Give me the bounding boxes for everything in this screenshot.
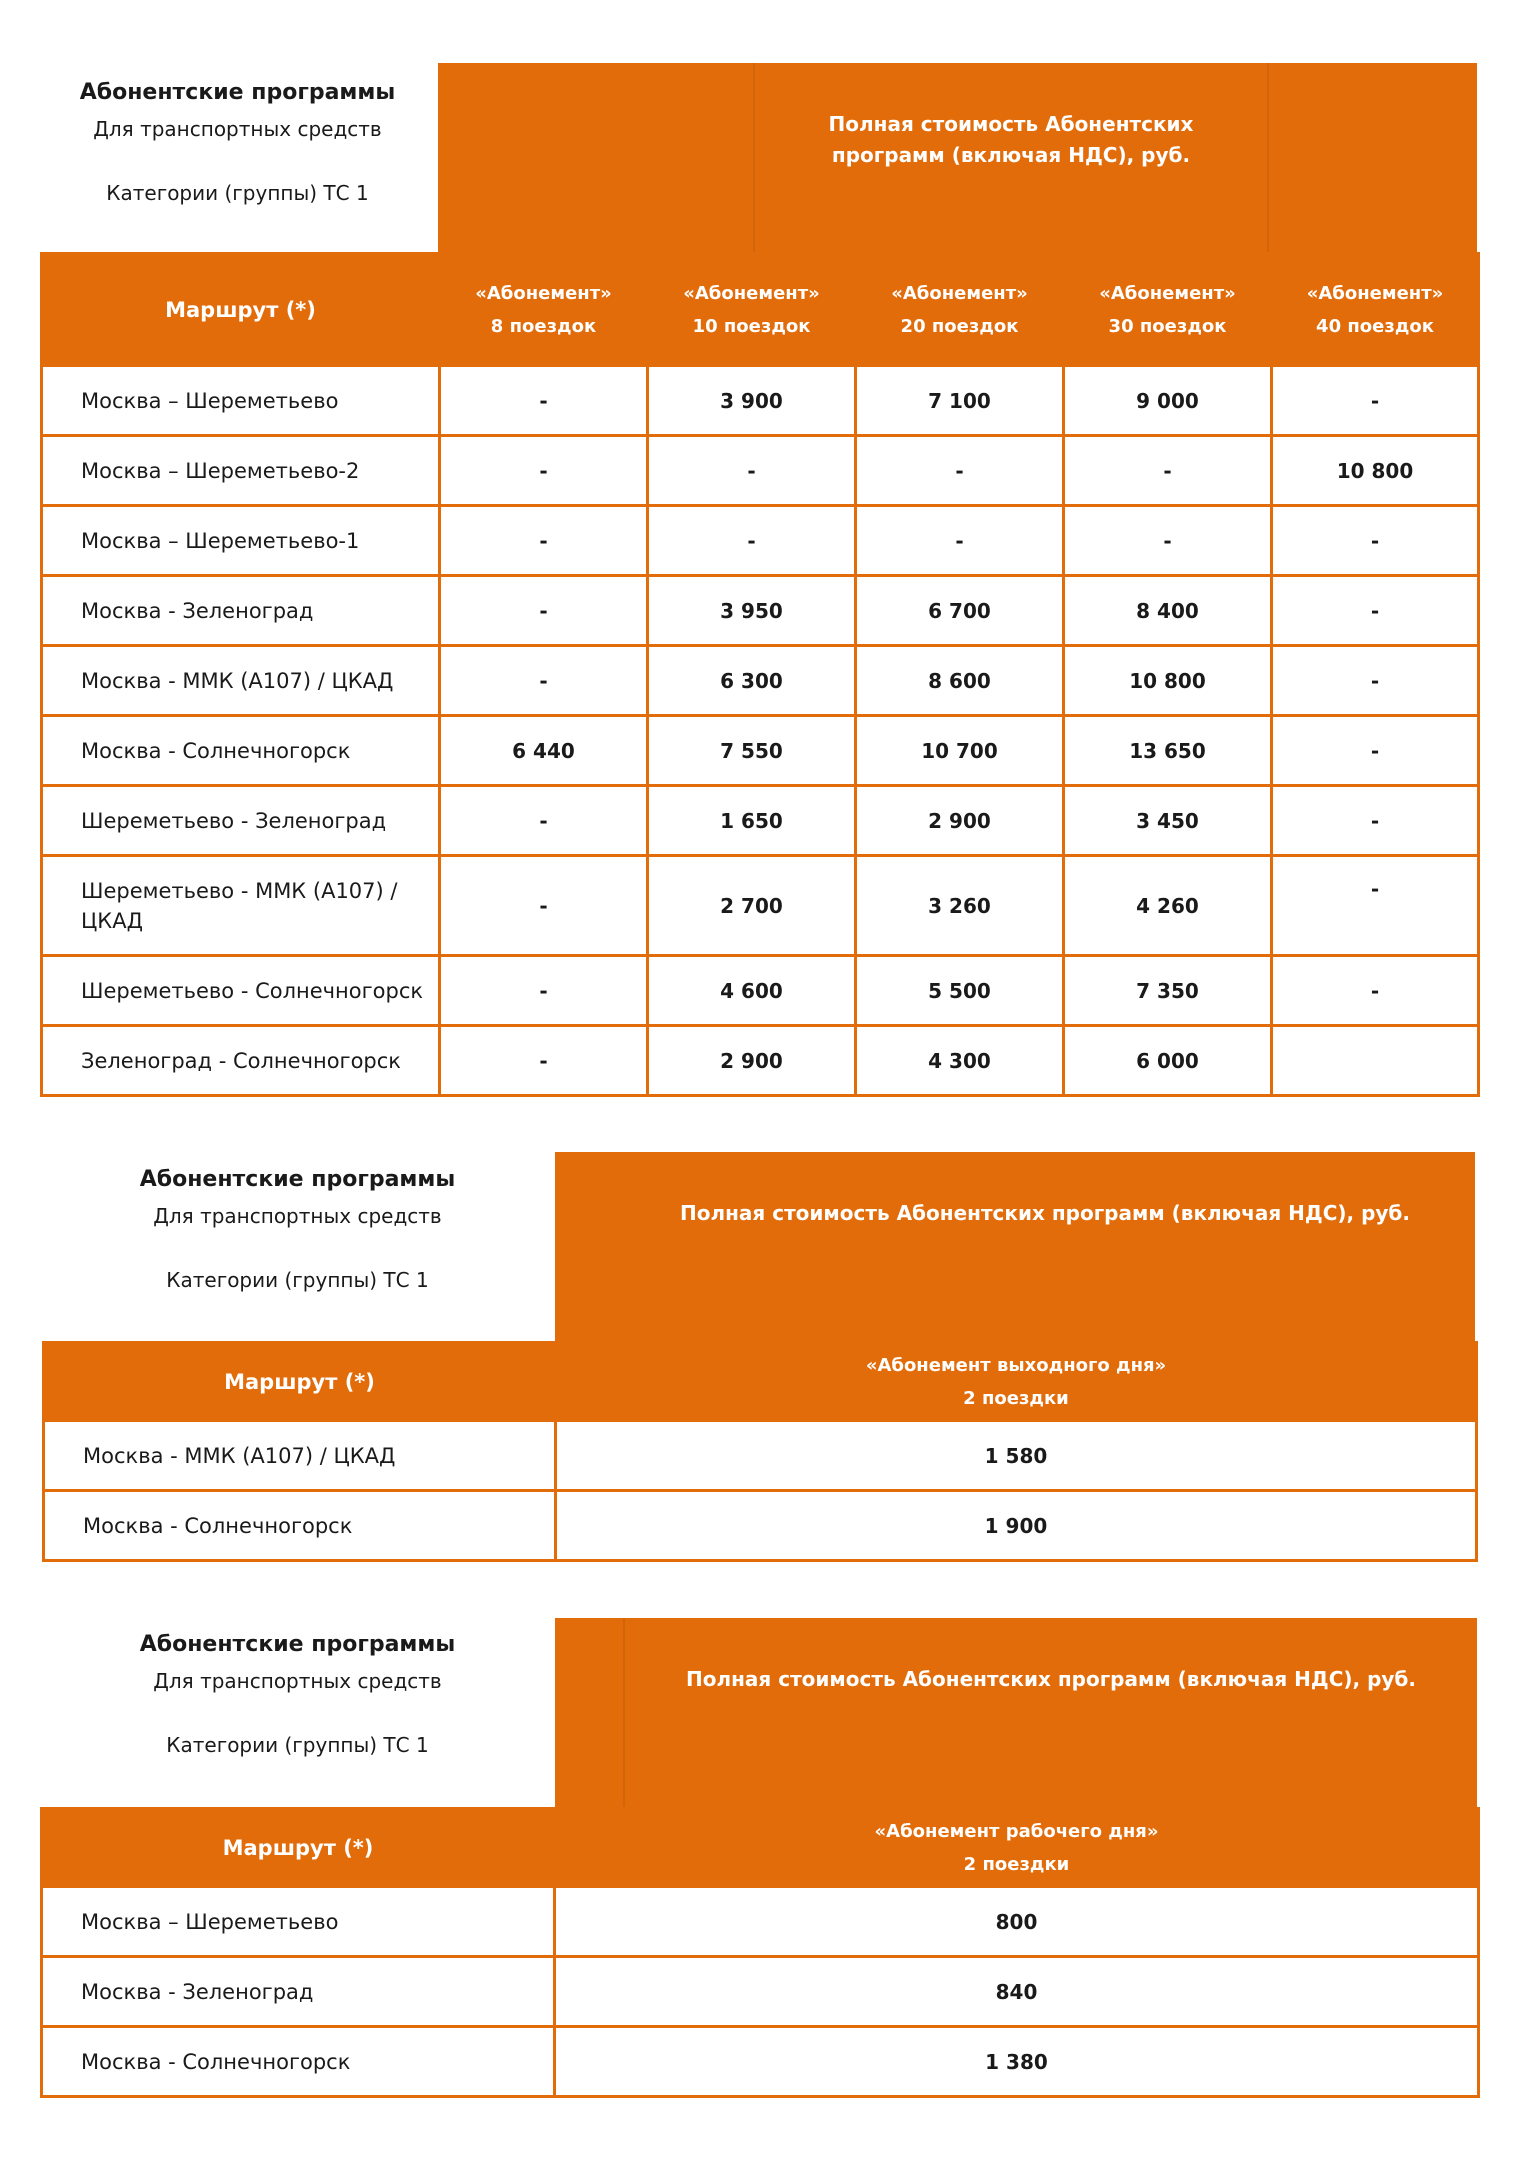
route-cell: Москва – Шереметьево-1 [42, 506, 440, 576]
section2-subtitle: Для транспортных средств [153, 1204, 442, 1228]
price-cell: 6 300 [648, 646, 856, 716]
price-cell: - [1272, 786, 1479, 856]
section3-price-header-text: Полная стоимость Абонентских программ (включая НДС), руб. [685, 1667, 1416, 1691]
price-cell: 3 950 [648, 576, 856, 646]
price-cell: 6 700 [856, 576, 1064, 646]
route-cell: Москва - Зеленоград [42, 1957, 555, 2027]
price-cell: - [440, 856, 648, 956]
price-cell: 10 700 [856, 716, 1064, 786]
section1-price-header-line1: Полная стоимость Абонентских [828, 112, 1194, 136]
price-cell: 7 100 [856, 366, 1064, 436]
price-cell: - [440, 366, 648, 436]
price-cell: - [440, 956, 648, 1026]
price-cell: 5 500 [856, 956, 1064, 1026]
section1-subtitle: Для транспортных средств [93, 117, 382, 141]
section3-subtitle: Для транспортных средств [153, 1669, 442, 1693]
price-cell: 4 300 [856, 1026, 1064, 1096]
price-cell [1272, 1026, 1479, 1096]
route-column-header: Маршрут (*) [44, 1343, 556, 1421]
route-cell: Москва – Шереметьево [42, 1887, 555, 1957]
price-cell: - [440, 1026, 648, 1096]
column-header-weekend: «Абонемент выходного дня» 2 поездки [556, 1343, 1477, 1421]
price-cell: - [648, 506, 856, 576]
column-header-30-trips: «Абонемент» 30 поездок [1064, 254, 1272, 366]
price-cell: - [648, 436, 856, 506]
price-cell: - [1272, 716, 1479, 786]
section3-title-block [40, 1630, 555, 1760]
section1-table [40, 252, 1480, 1097]
section2-table [42, 1341, 1478, 1562]
column-header-10-trips: «Абонемент» 10 поездок [648, 254, 856, 366]
table-row [42, 576, 1479, 646]
section2-title: Абонентские программы [139, 1167, 456, 1192]
price-cell: 7 350 [1064, 956, 1272, 1026]
price-cell: 13 650 [1064, 716, 1272, 786]
price-cell: 1 650 [648, 786, 856, 856]
price-cell: 4 260 [1064, 856, 1272, 956]
table-row [42, 366, 1479, 436]
table-row [42, 436, 1479, 506]
route-cell: Зеленоград - Солнечногорск [42, 1026, 440, 1096]
route-column-header: Маршрут (*) [42, 1809, 555, 1887]
column-header-8-trips: «Абонемент» 8 поездок [440, 254, 648, 366]
route-cell: Москва – Шереметьево-2 [42, 436, 440, 506]
price-cell: 8 400 [1064, 576, 1272, 646]
route-cell: Москва – Шереметьево [42, 366, 440, 436]
price-cell: 10 800 [1064, 646, 1272, 716]
table-row [42, 2027, 1479, 2097]
column-header-20-trips: «Абонемент» 20 поездок [856, 254, 1064, 366]
price-cell: - [1272, 856, 1479, 956]
table-row [42, 956, 1479, 1026]
section3-title: Абонентские программы [139, 1632, 456, 1657]
price-cell: 2 900 [856, 786, 1064, 856]
table-row [42, 1957, 1479, 2027]
price-cell: 4 600 [648, 956, 856, 1026]
price-cell: 2 900 [648, 1026, 856, 1096]
table-row [42, 786, 1479, 856]
route-cell: Шереметьево - Солнечногорск [42, 956, 440, 1026]
price-cell: 8 600 [856, 646, 1064, 716]
table-row [44, 1491, 1477, 1561]
section1-price-header-line2: программ (включая НДС), руб. [831, 143, 1191, 167]
price-cell: 840 [555, 1957, 1479, 2027]
price-cell: - [1272, 956, 1479, 1026]
section1-category: Категории (группы) ТС 1 [106, 181, 369, 205]
price-cell: - [440, 576, 648, 646]
table-row [42, 856, 1479, 956]
table-row [42, 1887, 1479, 1957]
price-cell: 10 800 [1272, 436, 1479, 506]
column-header-workday: «Абонемент рабочего дня» 2 поездки [555, 1809, 1479, 1887]
section2-price-header-text: Полная стоимость Абонентских программ (включая НДС), руб. [679, 1201, 1410, 1225]
header-divider [623, 1618, 625, 1809]
price-cell: 3 900 [648, 366, 856, 436]
price-cell: - [440, 436, 648, 506]
section1-price-header [438, 63, 1477, 254]
table-row [42, 716, 1479, 786]
section2-category: Категории (группы) ТС 1 [166, 1268, 429, 1292]
route-cell: Москва - Солнечногорск [42, 716, 440, 786]
table-row [42, 506, 1479, 576]
price-cell: 7 550 [648, 716, 856, 786]
price-cell: 3 260 [856, 856, 1064, 956]
price-cell: - [1272, 646, 1479, 716]
price-cell: - [440, 786, 648, 856]
table-row [42, 1026, 1479, 1096]
price-cell: 2 700 [648, 856, 856, 956]
price-cell: - [1272, 576, 1479, 646]
price-cell: 800 [555, 1887, 1479, 1957]
price-cell: 6 440 [440, 716, 648, 786]
section2-title-block [40, 1165, 555, 1295]
price-cell: - [1064, 506, 1272, 576]
route-cell: Шереметьево - Зеленоград [42, 786, 440, 856]
route-cell: Москва - Солнечногорск [44, 1491, 556, 1561]
price-cell: 1 380 [555, 2027, 1479, 2097]
section3-category: Категории (группы) ТС 1 [166, 1733, 429, 1757]
price-cell: 1 900 [556, 1491, 1477, 1561]
section3-table [40, 1807, 1480, 2098]
price-cell: 9 000 [1064, 366, 1272, 436]
price-cell: - [1064, 436, 1272, 506]
column-header-40-trips: «Абонемент» 40 поездок [1272, 254, 1479, 366]
section2-price-header [555, 1152, 1475, 1343]
price-cell: - [440, 646, 648, 716]
price-cell: - [1272, 506, 1479, 576]
route-cell: Москва - ММК (А107) / ЦКАД [42, 646, 440, 716]
price-cell: - [856, 506, 1064, 576]
price-cell: - [856, 436, 1064, 506]
price-cell: 3 450 [1064, 786, 1272, 856]
route-cell: Москва - ММК (А107) / ЦКАД [44, 1421, 556, 1491]
price-cell: 1 580 [556, 1421, 1477, 1491]
route-cell: Москва - Солнечногорск [42, 2027, 555, 2097]
price-cell: 6 000 [1064, 1026, 1272, 1096]
table-row [42, 646, 1479, 716]
price-cell: - [1272, 366, 1479, 436]
header-divider [1267, 63, 1269, 254]
route-cell: Шереметьево - ММК (А107) / ЦКАД [42, 856, 440, 956]
table-row [44, 1421, 1477, 1491]
section1-title-block [40, 78, 435, 208]
section1-title: Абонентские программы [79, 80, 396, 105]
price-cell: - [440, 506, 648, 576]
section3-price-header [555, 1618, 1477, 1809]
route-column-header: Маршрут (*) [42, 254, 440, 366]
route-cell: Москва - Зеленоград [42, 576, 440, 646]
